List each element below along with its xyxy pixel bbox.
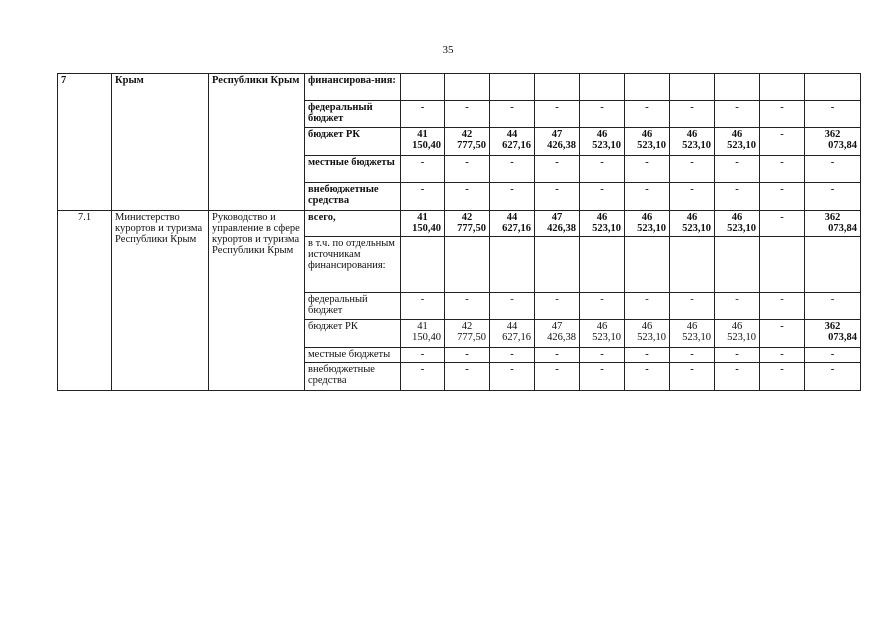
value-cell: 46 523,10 bbox=[625, 320, 670, 348]
value-cell: - bbox=[490, 363, 535, 391]
table-row bbox=[58, 74, 861, 101]
value-cell: 42 777,50 bbox=[445, 320, 490, 348]
value-cell: - bbox=[805, 348, 861, 363]
value-cell: - bbox=[401, 293, 445, 320]
value-cell: 42 777,50 bbox=[445, 128, 490, 156]
value-cell: - bbox=[715, 348, 760, 363]
value-cell: 47 426,38 bbox=[535, 320, 580, 348]
value-cell: - bbox=[580, 101, 625, 128]
value-cell: - bbox=[715, 183, 760, 211]
value-cell: - bbox=[490, 101, 535, 128]
source-label: бюджет РК bbox=[305, 320, 401, 348]
value-cell: - bbox=[580, 363, 625, 391]
source-label: финансирова-ния: bbox=[305, 74, 401, 101]
value-cell: - bbox=[445, 101, 490, 128]
value-cell: - bbox=[805, 156, 861, 183]
value-cell: - bbox=[445, 363, 490, 391]
value-cell: 362 073,84 bbox=[805, 211, 861, 237]
value-cell: 47 426,38 bbox=[535, 211, 580, 237]
value-cell: - bbox=[535, 183, 580, 211]
budget-table bbox=[57, 73, 861, 391]
value-cell: - bbox=[670, 183, 715, 211]
value-cell: - bbox=[535, 156, 580, 183]
page-number: 35 bbox=[442, 44, 454, 56]
value-cell: - bbox=[715, 293, 760, 320]
value-cell: - bbox=[401, 183, 445, 211]
value-cell: - bbox=[535, 363, 580, 391]
value-cell: - bbox=[760, 363, 805, 391]
value-cell: - bbox=[625, 101, 670, 128]
table-row bbox=[58, 211, 861, 237]
program-name: Крым bbox=[112, 74, 209, 211]
value-cell: - bbox=[580, 183, 625, 211]
value-cell: - bbox=[490, 293, 535, 320]
value-cell: - bbox=[445, 293, 490, 320]
value-cell: 46 523,10 bbox=[580, 320, 625, 348]
value-cell: 42 777,50 bbox=[445, 211, 490, 237]
source-label: федеральный бюджет bbox=[305, 101, 401, 128]
value-cell: 46 523,10 bbox=[670, 128, 715, 156]
value-cell: 46 523,10 bbox=[670, 320, 715, 348]
value-cell: - bbox=[445, 156, 490, 183]
executor: Руководство и управление в сфере курортов и туризма Республики Крым bbox=[209, 211, 305, 391]
source-label: местные бюджеты bbox=[305, 348, 401, 363]
value-cell: 46 523,10 bbox=[715, 211, 760, 237]
value-cell: - bbox=[805, 183, 861, 211]
value-cell: - bbox=[670, 101, 715, 128]
value-cell: - bbox=[670, 348, 715, 363]
value-cell: - bbox=[805, 363, 861, 391]
value-cell: - bbox=[715, 156, 760, 183]
value-cell: 44 627,16 bbox=[490, 128, 535, 156]
value-cell: - bbox=[625, 183, 670, 211]
value-cell: - bbox=[445, 348, 490, 363]
source-label: федеральный бюджет bbox=[305, 293, 401, 320]
value-cell: 41 150,40 bbox=[401, 320, 445, 348]
source-label: внебюджетные средства bbox=[305, 363, 401, 391]
value-cell: 41 150,40 bbox=[401, 211, 445, 237]
value-cell: - bbox=[760, 293, 805, 320]
value-cell: - bbox=[760, 320, 805, 348]
value-cell: 44 627,16 bbox=[490, 211, 535, 237]
source-label: местные бюджеты bbox=[305, 156, 401, 183]
value-cell: 46 523,10 bbox=[715, 320, 760, 348]
source-label: бюджет РК bbox=[305, 128, 401, 156]
value-cell: - bbox=[805, 293, 861, 320]
value-cell: - bbox=[535, 348, 580, 363]
value-cell: - bbox=[445, 183, 490, 211]
value-cell: 362 073,84 bbox=[805, 320, 861, 348]
value-cell: - bbox=[401, 101, 445, 128]
value-cell: - bbox=[760, 183, 805, 211]
value-cell: 362 073,84 bbox=[805, 128, 861, 156]
value-cell: 46 523,10 bbox=[580, 128, 625, 156]
value-cell: - bbox=[490, 183, 535, 211]
program-name: Министерство курортов и туризма Республики Крым bbox=[112, 211, 209, 391]
row-number: 7 bbox=[58, 74, 112, 211]
value-cell: 46 523,10 bbox=[625, 128, 670, 156]
value-cell: - bbox=[401, 363, 445, 391]
executor: Республики Крым bbox=[209, 74, 305, 211]
value-cell: - bbox=[625, 156, 670, 183]
value-cell: - bbox=[490, 348, 535, 363]
value-cell: 46 523,10 bbox=[715, 128, 760, 156]
value-cell: - bbox=[401, 156, 445, 183]
value-cell: - bbox=[490, 156, 535, 183]
value-cell: - bbox=[760, 211, 805, 237]
value-cell: - bbox=[580, 293, 625, 320]
value-cell: 44 627,16 bbox=[490, 320, 535, 348]
value-cell: - bbox=[625, 293, 670, 320]
value-cell: - bbox=[670, 156, 715, 183]
value-cell: - bbox=[715, 363, 760, 391]
source-label: в т.ч. по отдельным источникам финансирования: bbox=[305, 237, 401, 293]
value-cell: - bbox=[625, 363, 670, 391]
value-cell: - bbox=[670, 293, 715, 320]
value-cell: 46 523,10 bbox=[580, 211, 625, 237]
value-cell: 46 523,10 bbox=[670, 211, 715, 237]
value-cell: - bbox=[535, 293, 580, 320]
value-cell: - bbox=[580, 348, 625, 363]
value-cell: 46 523,10 bbox=[625, 211, 670, 237]
value-cell: - bbox=[401, 348, 445, 363]
value-cell: 47 426,38 bbox=[535, 128, 580, 156]
value-cell: - bbox=[715, 101, 760, 128]
row-number: 7.1 bbox=[58, 211, 112, 391]
value-cell: - bbox=[625, 348, 670, 363]
value-cell: 41 150,40 bbox=[401, 128, 445, 156]
value-cell: - bbox=[760, 101, 805, 128]
value-cell: - bbox=[805, 101, 861, 128]
value-cell: - bbox=[535, 101, 580, 128]
value-cell: - bbox=[760, 156, 805, 183]
value-cell: - bbox=[760, 128, 805, 156]
source-label: внебюджетные средства bbox=[305, 183, 401, 211]
source-label: всего, bbox=[305, 211, 401, 237]
value-cell: - bbox=[670, 363, 715, 391]
value-cell: - bbox=[760, 348, 805, 363]
value-cell: - bbox=[580, 156, 625, 183]
